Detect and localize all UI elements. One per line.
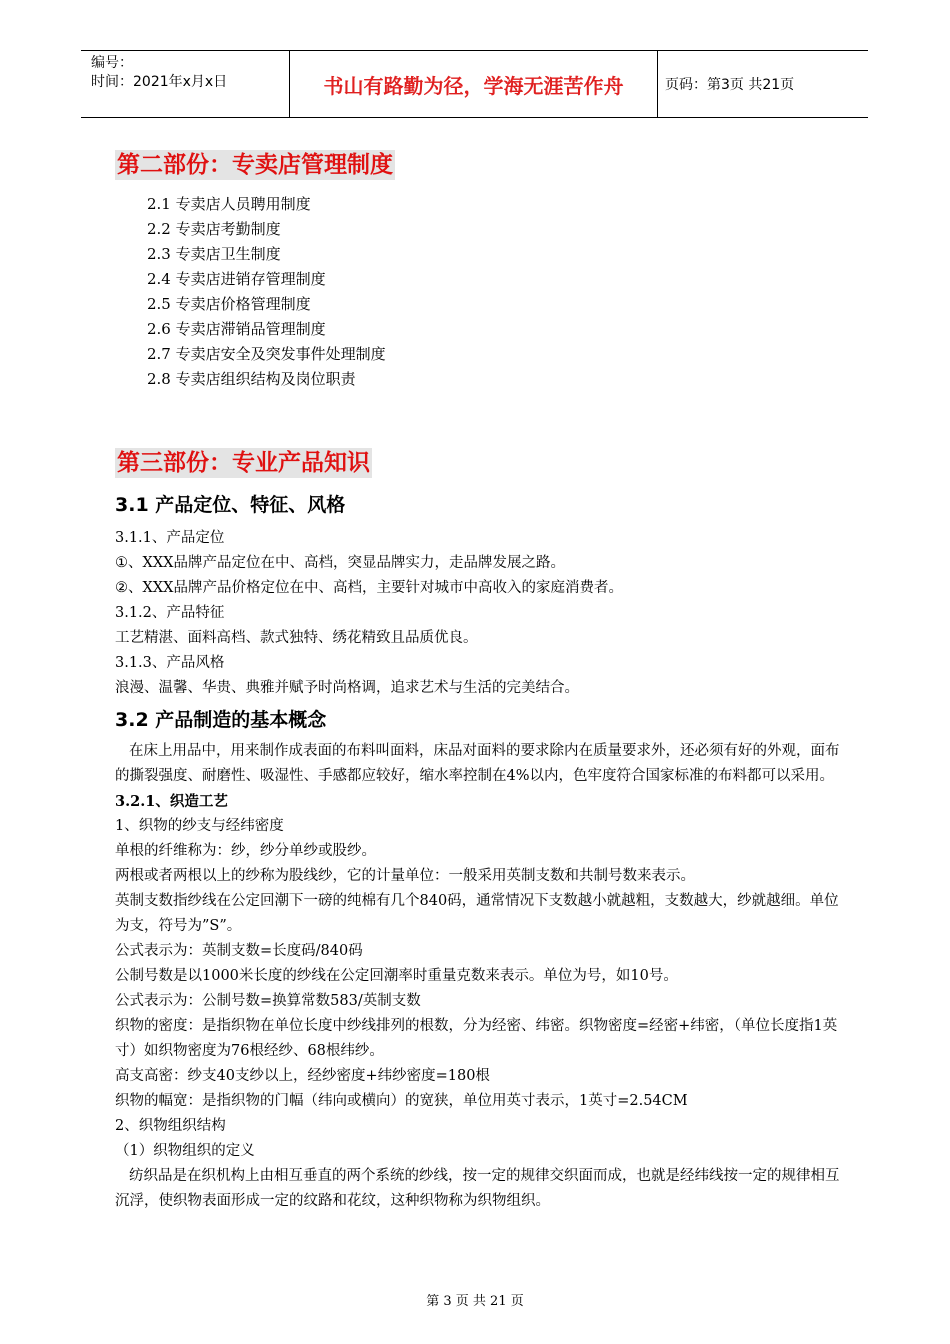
- page-header: [81, 50, 868, 118]
- toc-item: 2.7 专卖店安全及突发事件处理制度: [147, 345, 386, 363]
- text-line: （1）织物组织的定义: [115, 1143, 255, 1159]
- section-3-2-title: 3.2 产品制造的基本概念: [115, 709, 327, 731]
- text-line: 工艺精湛、面料高档、款式独特、绣花精致且品质优良。: [115, 630, 478, 646]
- toc-item: 2.3 专卖店卫生制度: [147, 245, 281, 263]
- text-line: 3.1.3、产品风格: [115, 655, 225, 671]
- text-line: 单根的纤维称为：纱，纱分单纱或股纱。: [115, 843, 376, 859]
- subsection-3-2-1-title: 3.2.1、织造工艺: [115, 793, 228, 810]
- header-left: [91, 54, 227, 92]
- text-line: 两根或者两根以上的纱称为股线纱，它的计量单位：一般采用英制支数和共制号数来表示。: [115, 868, 695, 884]
- date-label: 时间：2021年x月x日: [91, 74, 228, 90]
- text-line: ①、XXX品牌产品定位在中、高档，突显品牌实力，走品牌发展之路。: [115, 555, 565, 571]
- text-line: 1、织物的纱支与经纬密度: [115, 818, 284, 834]
- text-line: 3.1.2、产品特征: [115, 605, 225, 621]
- toc-item: 2.6 专卖店滞销品管理制度: [147, 320, 326, 338]
- text-line: 高支高密：纱支40支纱以上，经纱密度+纬纱密度=180根: [115, 1068, 490, 1084]
- toc-item: 2.4 专卖店进销存管理制度: [147, 270, 326, 288]
- text-line: 3.1.1、产品定位: [115, 530, 225, 546]
- paragraph-english-count: 英制支数指纱线在公定回潮下一磅的纯棉有几个840码，通常情况下支数越小就越粗，支数越大，纱就越细。单位为支，符号为”S”。: [115, 893, 839, 934]
- text-line: 2、织物组织结构: [115, 1118, 226, 1134]
- toc-item: 2.2 专卖店考勤制度: [147, 220, 281, 238]
- text-line: 公制号数是以1000米长度的纱线在公定回潮率时重量克数来表示。单位为号，如10号。: [115, 968, 678, 984]
- section-3-1-title: 3.1 产品定位、特征、风格: [115, 494, 346, 516]
- paragraph-weave: 纺织品是在织机构上由相互垂直的两个系统的纱线，按一定的规律交织面而成，也就是经纬线按一定的规律相互沉浮，使织物表面形成一定的纹路和花纹，这种织物称为织物组织。: [115, 1168, 840, 1209]
- paragraph-intro: 在床上用品中，用来制作成表面的布料叫面料，床品对面料的要求除内在质量要求外，还必须有好的外观，面布的撕裂强度、耐磨性、吸湿性、手感都应较好，缩水率控制在4%以内，色牢度符合国家标准的布料都可以采用。: [115, 743, 840, 784]
- toc-item: 2.1 专卖店人员聘用制度: [147, 195, 311, 213]
- header-page-info: 页码：第3页 共21页: [665, 77, 795, 93]
- page-footer: 第 3 页 共 21 页: [426, 1294, 524, 1309]
- text-line: 织物的幅宽：是指织物的门幅（纬向或横向）的宽狭，单位用英寸表示，1英寸=2.54CM: [115, 1093, 688, 1109]
- code-label: 编号：: [91, 55, 133, 71]
- part2-toc: [147, 192, 845, 392]
- toc-item: 2.5 专卖店价格管理制度: [147, 295, 311, 313]
- part2-title: 第二部份：专卖店管理制度: [117, 152, 393, 178]
- part3-title: 第三部份：专业产品知识: [117, 450, 370, 476]
- paragraph-density: 织物的密度：是指织物在单位长度中纱线排列的根数，分为经密、纬密。织物密度=经密+纬密，（单位长度指1英寸）如织物密度为76根经纱、68根纬纱。: [115, 1018, 838, 1059]
- toc-item: 2.8 专卖店组织结构及岗位职责: [147, 370, 356, 388]
- document-body: [115, 150, 845, 1214]
- text-line: 浪漫、温馨、华贵、典雅并赋予时尚格调，追求艺术与生活的完美结合。: [115, 680, 579, 696]
- text-line: 公式表示为：公制号数=换算常数583/英制支数: [115, 993, 421, 1009]
- text-line: ②、XXX品牌产品价格定位在中、高档，主要针对城市中高收入的家庭消费者。: [115, 580, 623, 596]
- text-line: 公式表示为：英制支数=长度码/840码: [115, 943, 363, 959]
- header-motto: 书山有路勤为径，学海无涯苦作舟: [289, 51, 658, 117]
